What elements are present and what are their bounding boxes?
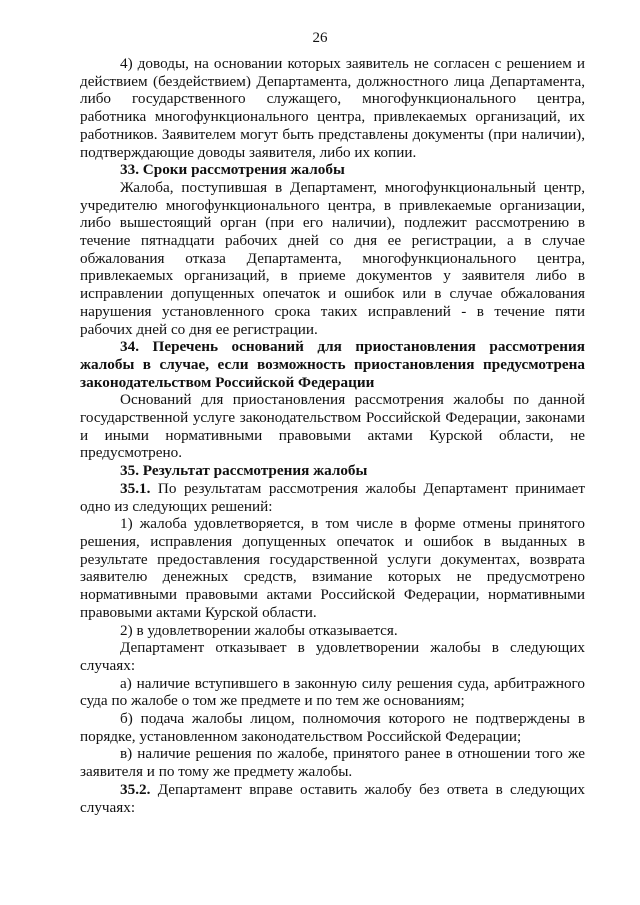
clause-number-35-2: 35.2. [120, 780, 151, 798]
paragraph-grounds: 4) доводы, на основании которых заявитель не согласен с решением и действием (бездействием) Департамента, должностного лица Департамента, либо государственного служащего, многофункционального центра, работника многофункционального центра, привлекаемых организаций, их работников. Заявителем могут быть представлены документы (при наличии), подтверждающие доводы заявителя, либо их копии. [80, 55, 585, 161]
paragraph-refusal-a: а) наличие вступившего в законную силу решения суда, арбитражного суда по жалобе о том же предмете и по тем же основаниям; [80, 674, 585, 710]
paragraph-35-1 [80, 480, 585, 515]
document-body [80, 55, 585, 816]
paragraph-35-1-item-1: 1) жалоба удовлетворяется, в том числе в форме отмены принятого решения, исправления допущенных опечаток и ошибок в выданных в результате предоставления государственной услуги документах, возврата заявителю денежных средств, взимание которых не предусмотрено нормативными правовыми актами Российской Федерации, нормативными правовыми актами Курской области. [80, 515, 585, 621]
clause-text-35-2: Департамент вправе оставить жалобу без ответа в следующих случаях: [80, 780, 585, 816]
paragraph-34: Оснований для приостановления рассмотрения жалобы по данной государственной услуге законодательством Российской Федерации, законами и иными нормативными правовыми актами Курской области, не предусмотрено. [80, 391, 585, 462]
paragraph-refusal-c: в) наличие решения по жалобе, принятого ранее в отношении того же заявителя и по тому же предмету жалобы. [80, 745, 585, 781]
heading-34: 34. Перечень оснований для приостановления рассмотрения жалобы в случае, если возможность приостановления предусмотрена законодательством Российской Федерации [80, 338, 585, 391]
clause-text-35-1: По результатам рассмотрения жалобы Департамент принимает одно из следующих решений: [80, 479, 585, 515]
paragraph-refusal-b: б) подача жалобы лицом, полномочия которого не подтверждены в порядке, установленном законодательством Российской Федерации; [80, 710, 585, 745]
paragraph-35-1-item-2: 2) в удовлетворении жалобы отказывается. [120, 621, 398, 639]
paragraph-35-2 [80, 781, 585, 816]
heading-33: 33. Сроки рассмотрения жалобы [120, 161, 345, 179]
heading-35: 35. Результат рассмотрения жалобы [120, 462, 368, 480]
page-number: 26 [312, 30, 328, 46]
paragraph-33: Жалоба, поступившая в Департамент, многофункциональный центр, учредителю многофункционального центра, в привлекаемые организации, либо вышестоящий орган (при его наличии), подлежит рассмотрению в течение пятнадцати рабочих дней со дня ее регистрации, а в случае обжалования отказа Департамента, многофункционального центра, привлекаемых организаций, в приеме документов у заявителя либо в исправлении допущенных опечаток и ошибок или в случае обжалования нарушения установленного срока таких исправлений - в течение пяти рабочих дней со дня ее регистрации. [80, 178, 585, 338]
clause-number-35-1: 35.1. [120, 479, 151, 497]
paragraph-refusal: Департамент отказывает в удовлетворении жалобы в следующих случаях: [80, 639, 585, 674]
